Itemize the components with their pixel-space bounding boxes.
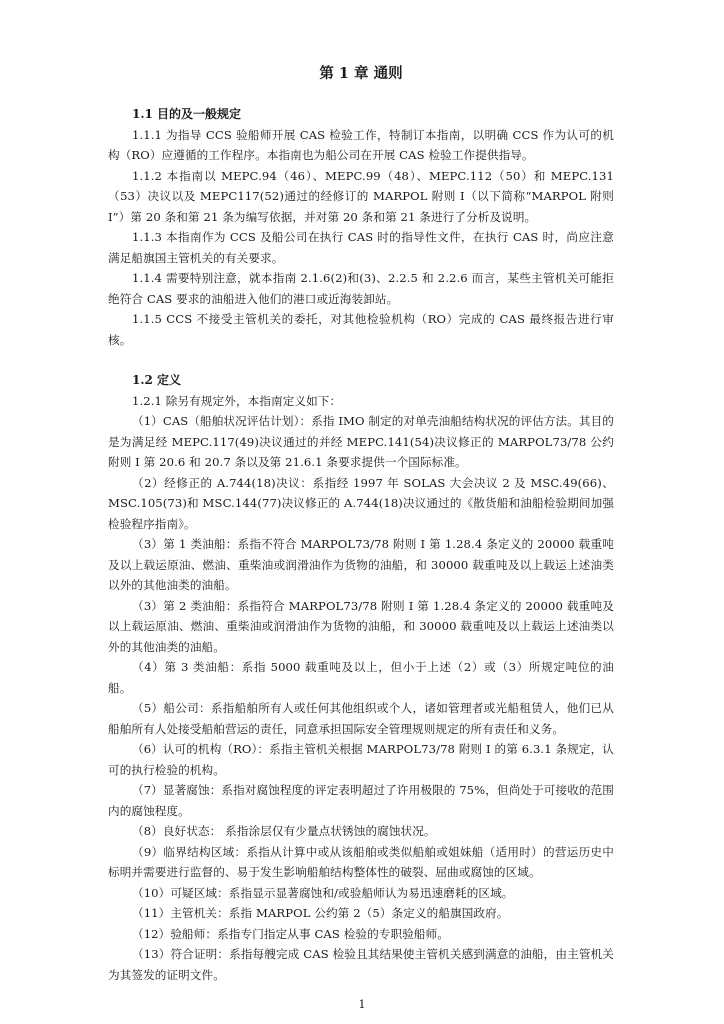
- paragraph: （9）临界结构区域：系指从计算中或从该船舶或类似船舶或姐妹船（适用时）的营运历史中标明并需要进行监督的、易于发生影响船舶结构整体性的破裂、屈曲或腐蚀的区域。: [108, 844, 614, 879]
- paragraph: （10）可疑区域：系指显示显著腐蚀和/或验船师认为易迅速磨耗的区域。: [132, 885, 514, 900]
- paragraph: （8）良好状态： 系指涂层仅有少量点状锈蚀的腐蚀状况。: [132, 824, 436, 838]
- page-content: [108, 64, 614, 985]
- paragraph: （2）经修正的 A.744(18)决议：系指经 1997 年 SOLAS 大会决议 2 及 MSC.49(66)、MSC.105(73)和 MSC.144(77)决议修正的 A.744(18)决议通过的《散货船和油船检验期间加强检验程序指南》。: [108, 475, 614, 531]
- section-1-1: [108, 104, 614, 350]
- paragraph: （3）第 2 类油船：系指符合 MARPOL73/78 附则 I 第 1.28.4 条定义的 20000 载重吨及以上载运原油、燃油、重柴油或润滑油作为货物的油船，和 30000 载重吨及以上载运上述油类以外的其他油类的油船。: [108, 598, 614, 654]
- paragraph: （6）认可的机构（RO）：系指主管机关根据 MARPOL73/78 附则 I 的第 6.3.1 条规定，认可的执行检验的机构。: [108, 742, 614, 777]
- paragraph: 1.1.5 CCS 不接受主管机关的委托，对其他检验机构（RO）完成的 CAS 最终报告进行审核。: [108, 312, 614, 347]
- section-1-2: [108, 370, 614, 985]
- page-number: 1: [358, 998, 366, 1011]
- section-heading: 1.2 定义: [132, 373, 182, 387]
- section-heading: 1.1 目的及一般规定: [132, 107, 242, 121]
- paragraph: 1.1.4 需要特别注意，就本指南 2.1.6(2)和(3)、2.2.5 和 2.2.6 而言，某些主管机关可能拒绝符合 CAS 要求的油船进入他们的港口或近海装卸站。: [108, 271, 614, 306]
- paragraph: （5）船公司：系指船舶所有人或任何其他组织或个人，诸如管理者或光船租赁人，他们已从船舶所有人处接受船舶营运的责任，同意承担国际安全管理规则规定的所有责任和义务。: [108, 701, 614, 736]
- paragraph: 1.2.1 除另有规定外，本指南定义如下：: [132, 393, 342, 408]
- paragraph: （1）CAS（船舶状况评估计划）：系指 IMO 制定的对单壳油船结构状况的评估方法。其目的是为满足经 MEPC.117(49)决议通过的并经 MEPC.141(54)决议修正的 MARPOL73/78 公约附则 I 第 20.6 和 20.7 条以及第 21.6.1 条要求提供一个国际标准。: [108, 414, 614, 469]
- paragraph: （7）显著腐蚀：系指对腐蚀程度的评定表明超过了许用极限的 75%，但尚处于可接收的范围内的腐蚀程度。: [108, 783, 614, 818]
- chapter-title: 第 1 章 通则: [319, 65, 403, 82]
- paragraph: （11）主管机关：系指 MARPOL 公约第 2（5）条定义的船旗国政府。: [132, 906, 509, 920]
- paragraph: 1.1.3 本指南作为 CCS 及船公司在执行 CAS 时的指导性文件，在执行 CAS 时，尚应注意满足船旗国主管机关的有关要求。: [108, 230, 614, 265]
- paragraph: （13）符合证明：系指每艘完成 CAS 检验且其结果使主管机关感到满意的油船，由主管机关为其签发的证明文件。: [108, 947, 614, 982]
- paragraph: （3）第 1 类油船：系指不符合 MARPOL73/78 附则 I 第 1.28.4 条定义的 20000 载重吨及以上载运原油、燃油、重柴油或润滑油作为货物的油船，和 30000 载重吨及以上载运上述油类以外的其他油类的油船。: [108, 537, 614, 592]
- section-gap: [108, 350, 614, 370]
- paragraph: （4）第 3 类油船：系指 5000 载重吨及以上，但小于上述（2）或（3）所规定吨位的油船。: [108, 660, 614, 695]
- paragraph: （12）验船师：系指专门指定从事 CAS 检验的专职验船师。: [132, 926, 449, 941]
- paragraph: 1.1.2 本指南以 MEPC.94（46）、MEPC.99（48）、MEPC.112（50）和 MEPC.131（53）决议以及 MEPC117(52)通过的经修订的 MARPOL 附则 I（以下简称“MARPOL 附则 I”）第 20 条和第 21 条为编写依据，并对第 20 条和第 21 条进行了分析及说明。: [108, 168, 614, 224]
- paragraph: 1.1.1 为指导 CCS 验船师开展 CAS 检验工作，特制订本指南，以明确 CCS 作为认可的机构（RO）应遵循的工作程序。本指南也为船公司在开展 CAS 检验工作提供指导。: [108, 127, 614, 162]
